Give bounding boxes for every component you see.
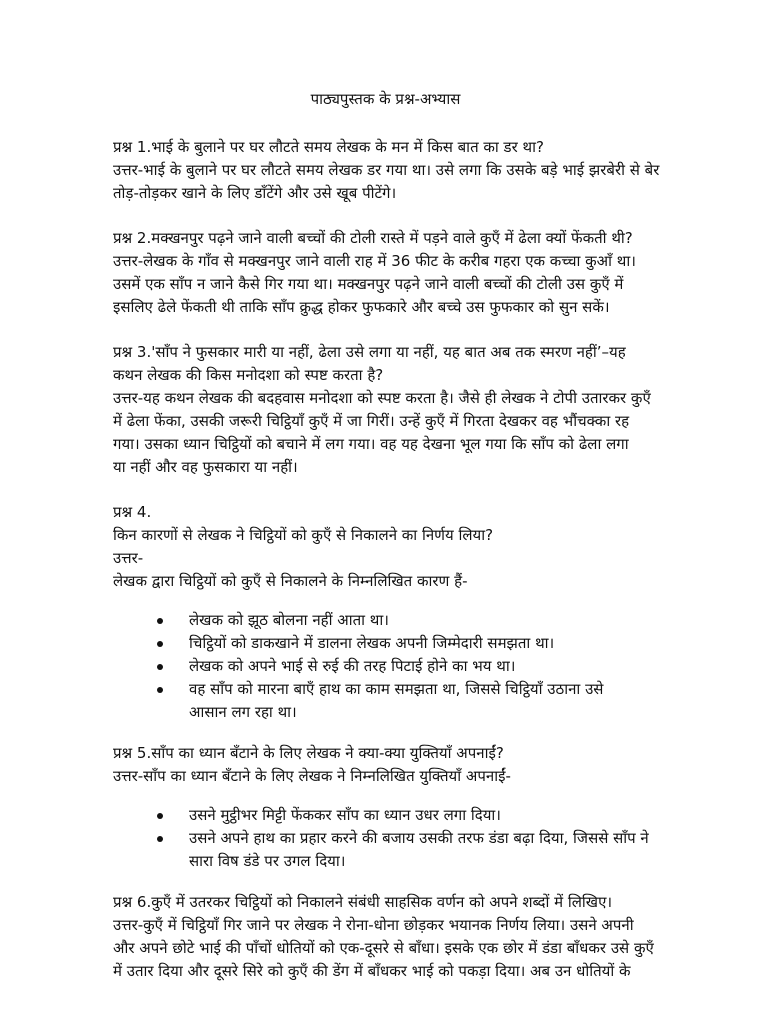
question-1: [113, 136, 658, 205]
text-line: प्रश्न 5.साँप का ध्यान बँटाने के लिए लेखक ने क्या-क्या युक्तियाँ अपनाईं?: [113, 744, 504, 762]
text-line: चिट्ठियों को डाकखाने में डालना लेखक अपनी जिम्मेदारी समझता था।: [189, 634, 555, 652]
bullet-icon: [157, 641, 163, 647]
text-line: प्रश्न 2.मक्खनपुर पढ़ने जाने वाली बच्चों की टोली रास्ते में पड़ने वाले कुएँ में ढेला क्यों फेंकती थी?: [113, 229, 633, 247]
bullet-icon: [157, 836, 163, 842]
text-line: उसने अपने हाथ का प्रहार करने की बजाय उसकी तरफ डंडा बढ़ा दिया, जिससे साँप ने: [189, 829, 649, 847]
text-line: में उतार दिया और दूसरे सिरे को कुएँ की डेंग में बाँधकर भाई को पकड़ा दिया। अब उन धोतियों के: [113, 962, 631, 980]
question-5: [113, 742, 658, 873]
text-line: उत्तर-भाई के बुलाने पर घर लौटते समय लेखक डर गया था। उसे लगा कि उसके बड़े भाई झरबेरी से बेर: [113, 161, 660, 179]
text-line: में ढेला फेंका, उसकी जरूरी चिट्ठियाँ कुएँ में जा गिरीं। उन्हें कुएँ में गिरता देखकर वह भौंचक्का रह: [113, 412, 630, 430]
question-6: [113, 891, 658, 983]
bullet-list: [113, 609, 658, 724]
text-line: आसान लग रहा था।: [189, 703, 297, 721]
list-item: [173, 655, 658, 678]
page-title: पाठ्यपुस्तक के प्रश्न-अभ्यास: [310, 90, 461, 108]
list-item: [173, 804, 658, 827]
bullet-icon: [157, 813, 163, 819]
bullet-icon: [157, 687, 163, 693]
question-4: [113, 501, 658, 724]
text-line: प्रश्न 1.भाई के बुलाने पर घर लौटते समय लेखक के मन में किस बात का डर था?: [113, 138, 544, 156]
text-line: उत्तर-साँप का ध्यान बँटाने के लिए लेखक ने निम्नलिखित युक्तियाँ अपनाईं-: [113, 767, 511, 785]
text-line: किन कारणों से लेखक ने चिट्ठियों को कुएँ से निकालने का निर्णय लिया?: [113, 526, 494, 544]
text-line: और अपने छोटे भाई की पाँचों धोतियों को एक-दूसरे से बाँधा। इसके एक छोर में डंडा बाँधकर उसे कुएँ: [113, 939, 654, 957]
text-line: या नहीं और वह फुसकारा या नहीं।: [113, 458, 298, 476]
text-line: उत्तर-: [113, 549, 144, 567]
bullet-icon: [157, 618, 163, 624]
text-line: प्रश्न 6.कुएँ में उतरकर चिट्ठियों को निकालने संबंधी साहसिक वर्णन को अपने शब्दों में लिखिए।: [113, 893, 613, 911]
text-line: उसमें एक साँप न जाने कैसे गिर गया था। मक्खनपुर पढ़ने जाने वाली बच्चों की टोली उस कुएँ में: [113, 275, 624, 293]
text-line: लेखक द्वारा चिट्ठियों को कुएँ से निकालने के निम्नलिखित कारण हैं-: [113, 572, 468, 590]
text-line: लेखक को अपने भाई से रुई की तरह पिटाई होने का भय था।: [189, 657, 516, 675]
question-3: [113, 341, 658, 479]
text-line: सारा विष डंडे पर उगल दिया।: [189, 852, 346, 870]
list-item: [173, 632, 658, 655]
text-line: गया। उसका ध्यान चिट्ठियों को बचाने में लग गया। वह यह देखना भूल गया कि साँप को ढेला लगा: [113, 435, 629, 453]
list-item: [173, 678, 658, 724]
text-line: उत्तर-लेखक के गाँव से मक्खनपुर जाने वाली राह में 36 फीट के करीब गहरा एक कच्चा कुआँ था।: [113, 252, 636, 270]
text-line: लेखक को झूठ बोलना नहीं आता था।: [189, 611, 389, 629]
bullet-icon: [157, 664, 163, 670]
text-line: उसने मुट्ठीभर मिट्टी फेंककर साँप का ध्यान उधर लगा दिया।: [189, 806, 501, 824]
bullet-list: [113, 804, 658, 873]
text-line: उत्तर-कुएँ में चिट्ठियाँ गिर जाने पर लेखक ने रोना-धोना छोड़कर भयानक निर्णय लिया। उसने अपनी: [113, 916, 634, 934]
list-item: [173, 827, 658, 873]
text-line: प्रश्न 3.'साँप ने फुसकार मारी या नहीं, ढेला उसे लगा या नहीं, यह बात अब तक स्मरण नहीं’–यह: [113, 343, 626, 361]
question-2: [113, 227, 658, 319]
text-line: वह साँप को मारना बाएँ हाथ का काम समझता था, जिससे चिट्ठियाँ उठाना उसे: [189, 680, 604, 698]
list-item: [173, 609, 658, 632]
text-line: तोड़-तोड़कर खाने के लिए डाँटेंगे और उसे खूब पीटेंगे।: [113, 184, 397, 202]
text-line: प्रश्न 4.: [113, 503, 152, 521]
text-line: इसलिए ढेले फेंकती थी ताकि साँप क्रुद्ध होकर फुफकारे और बच्चे उस फुफकार को सुन सकें।: [113, 298, 610, 316]
text-line: उत्तर-यह कथन लेखक की बदहवास मनोदशा को स्पष्ट करता है। जैसे ही लेखक ने टोपी उतारकर कुएँ: [113, 389, 651, 407]
text-line: कथन लेखक की किस मनोदशा को स्पष्ट करता है?: [113, 366, 384, 384]
